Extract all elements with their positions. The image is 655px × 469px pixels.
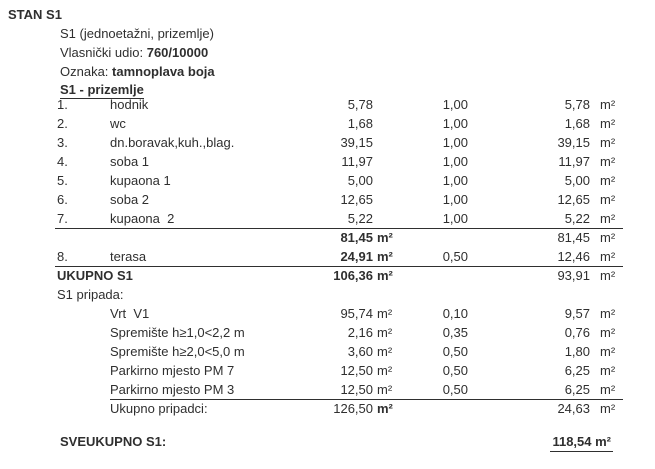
grand-total-label: SVEUKUPNO S1: [60,434,167,449]
area-value: 106,36 [333,268,373,283]
room-name: soba 2 [110,192,150,207]
table-row [0,266,655,285]
room-name: Ukupno pripadci: [110,401,208,416]
reduced-area-unit: m² [600,173,616,188]
coefficient-value: 1,00 [442,97,468,112]
room-name: wc [110,116,126,131]
coefficient-value: 0,50 [442,344,468,359]
room-name: Vrt V1 [110,306,150,321]
coefficient-value: 1,00 [442,192,468,207]
reduced-area-unit: m² [600,363,616,378]
coefficient-value: 0,50 [442,363,468,378]
row-number: S1 pripada: [57,287,124,302]
reduced-area-value: 12,65 [557,192,590,207]
room-name: Spremište h≥1,0<2,2 m [110,325,245,340]
area-unit: m² [377,230,393,245]
coefficient-value: 0,35 [442,325,468,340]
room-name: Parkirno mjesto PM 7 [110,363,235,378]
table-row [0,361,655,380]
table-row [0,152,655,171]
row-number: 8. [57,249,68,264]
reduced-area-value: 5,00 [564,173,590,188]
area-unit: m² [377,268,393,283]
area-value: 126,50 [333,401,373,416]
designation-value: tamnoplava boja [112,64,215,79]
apartment-type-line: S1 (jednoetažni, prizemlje) [60,26,214,41]
table-row [0,228,655,247]
reduced-area-unit: m² [600,192,616,207]
ownership-share-label: Vlasnički udio: [60,45,147,60]
reduced-area-unit: m² [600,116,616,131]
area-unit: m² [377,249,393,264]
room-name: terasa [110,249,147,264]
area-unit: m² [377,401,393,416]
row-number: 3. [57,135,68,150]
ownership-share-line [60,45,208,60]
reduced-area-value: 24,63 [557,401,590,416]
area-value: 5,78 [347,97,373,112]
area-unit: m² [377,325,393,340]
reduced-area-value: 12,46 [557,249,590,264]
reduced-area-unit: m² [600,306,616,321]
coefficient-value: 1,00 [442,154,468,169]
area-unit: m² [377,363,393,378]
area-unit: m² [377,382,393,397]
table-row [0,342,655,361]
table-row [0,399,655,418]
reduced-area-value: 1,80 [564,344,590,359]
area-value: 12,65 [340,192,373,207]
reduced-area-value: 6,25 [564,382,590,397]
room-name: Parkirno mjesto PM 3 [110,382,235,397]
coefficient-value: 1,00 [442,173,468,188]
row-number: 2. [57,116,68,131]
reduced-area-value: 5,78 [564,97,590,112]
page-title: STAN S1 [8,7,62,22]
table-row [0,95,655,114]
area-unit: m² [377,344,393,359]
ownership-share-value: 760/10000 [146,45,209,60]
row-number: 6. [57,192,68,207]
table-row [0,114,655,133]
room-name: kupaona 1 [110,173,171,188]
area-table [0,95,655,418]
reduced-area-unit: m² [600,97,616,112]
area-value: 39,15 [340,135,373,150]
coefficient-value: 1,00 [442,116,468,131]
reduced-area-unit: m² [600,344,616,359]
area-value: 5,00 [347,173,373,188]
table-row [0,304,655,323]
reduced-area-unit: m² [600,268,616,283]
row-number: 1. [57,97,68,112]
table-row [0,380,655,399]
coefficient-value: 1,00 [442,135,468,150]
reduced-area-value: 5,22 [564,211,590,226]
reduced-area-unit: m² [600,325,616,340]
row-number: UKUPNO S1 [57,268,133,283]
reduced-area-unit: m² [600,401,616,416]
table-row [0,133,655,152]
row-number: 7. [57,211,68,226]
reduced-area-value: 1,68 [564,116,590,131]
area-unit: m² [377,306,393,321]
area-value: 5,22 [347,211,373,226]
reduced-area-unit: m² [600,135,616,150]
reduced-area-unit: m² [600,230,616,245]
area-value: 1,68 [347,116,373,131]
reduced-area-unit: m² [600,211,616,226]
reduced-area-value: 39,15 [557,135,590,150]
reduced-area-unit: m² [600,249,616,264]
reduced-area-unit: m² [600,154,616,169]
table-row [0,285,655,304]
table-row [0,209,655,228]
row-number: 5. [57,173,68,188]
area-value: 95,74 [340,306,373,321]
room-name: dn.boravak,kuh.,blag. [110,135,235,150]
section-heading: S1 - prizemlje [60,82,144,97]
reduced-area-value: 0,76 [564,325,590,340]
reduced-area-value: 6,25 [564,363,590,378]
area-value: 3,60 [347,344,373,359]
area-value: 2,16 [347,325,373,340]
coefficient-value: 0,50 [442,249,468,264]
reduced-area-unit: m² [600,382,616,397]
designation-line [60,64,215,79]
room-name: Spremište h≥2,0<5,0 m [110,344,245,359]
grand-total-value: 118,54 m² [550,432,613,452]
area-value: 11,97 [341,154,373,169]
area-value: 12,50 [340,382,373,397]
row-number: 4. [57,154,68,169]
grand-total-row [0,432,655,454]
reduced-area-value: 81,45 [557,230,590,245]
table-row [0,171,655,190]
designation-label: Oznaka: [60,64,113,79]
coefficient-value: 0,10 [442,306,468,321]
reduced-area-value: 11,97 [558,154,590,169]
table-row [0,323,655,342]
table-row [0,247,655,266]
coefficient-value: 1,00 [442,211,468,226]
coefficient-value: 0,50 [442,382,468,397]
reduced-area-value: 93,91 [557,268,590,283]
room-name: soba 1 [110,154,150,169]
area-value: 12,50 [340,363,373,378]
area-value: 24,91 [340,249,373,264]
room-name: hodnik [110,97,149,112]
reduced-area-value: 9,57 [564,306,590,321]
table-row [0,190,655,209]
room-name: kupaona 2 [110,211,175,226]
area-value: 81,45 [340,230,373,245]
